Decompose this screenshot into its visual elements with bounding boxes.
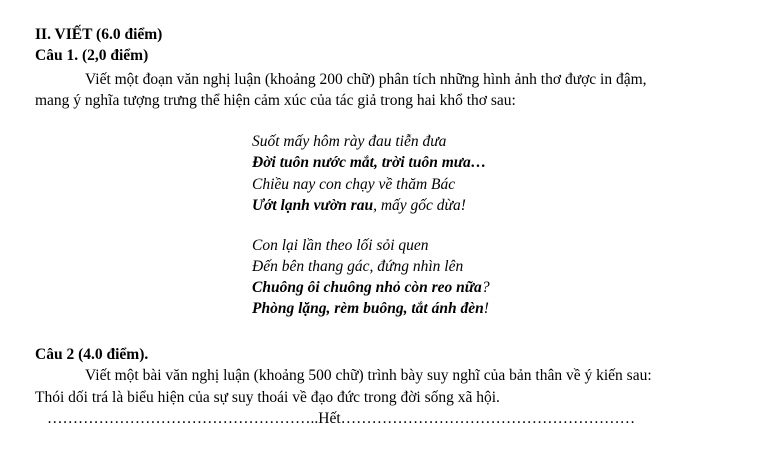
- poem-line: [252, 300, 489, 318]
- section-heading: II. VIẾT (6.0 điểm): [35, 26, 163, 43]
- poem-line: [252, 197, 466, 215]
- poem-line: Chiều nay con chạy về thăm Bác: [252, 176, 456, 193]
- dots-left: ……………………………………………..: [47, 410, 319, 427]
- poem-line: Con lại lần theo lối sỏi quen: [252, 237, 429, 254]
- question1-prompt-line2: mang ý nghĩa tượng trưng thể hiện cảm xúc của tác giả trong hai khổ thơ sau:: [35, 92, 516, 109]
- question1-prompt-line1: Viết một đoạn văn nghị luận (khoảng 200 chữ) phân tích những hình ảnh thơ được in đậm,: [85, 71, 647, 88]
- poem-line-rest: ?: [481, 279, 490, 296]
- poem-line-rest: , mấy gốc dừa!: [373, 197, 466, 214]
- question2-prompt-line2: Thói dối trá là biểu hiện của sự suy thoái về đạo đức trong đời sống xã hội.: [35, 389, 500, 406]
- question1-title: Câu 1. (2,0 điểm): [35, 47, 149, 64]
- dots-right: …………………………………………………: [340, 410, 636, 427]
- poem-line-bold-part: Phòng lặng, rèm buông, tắt ánh đèn: [252, 300, 484, 317]
- poem-line-bold-part: Chuông ôi chuông nhỏ còn reo nữa: [252, 279, 482, 296]
- end-text: Hết: [318, 410, 341, 427]
- poem-line-bold-part: Ướt lạnh vườn rau: [252, 197, 374, 214]
- poem-line: [252, 279, 490, 297]
- poem-line-rest: !: [483, 300, 489, 317]
- poem-line: Đời tuôn nước mắt, trời tuôn mưa…: [252, 154, 487, 171]
- end-of-exam-line: [47, 410, 635, 428]
- question2-title: Câu 2 (4.0 điểm).: [35, 346, 149, 363]
- poem-line: Đến bên thang gác, đứng nhìn lên: [252, 258, 464, 275]
- question2-prompt-line1: Viết một bài văn nghị luận (khoảng 500 chữ) trình bày suy nghĩ của bản thân về ý kiến sau:: [85, 367, 652, 384]
- poem-line: Suốt mấy hôm rày đau tiễn đưa: [252, 133, 447, 150]
